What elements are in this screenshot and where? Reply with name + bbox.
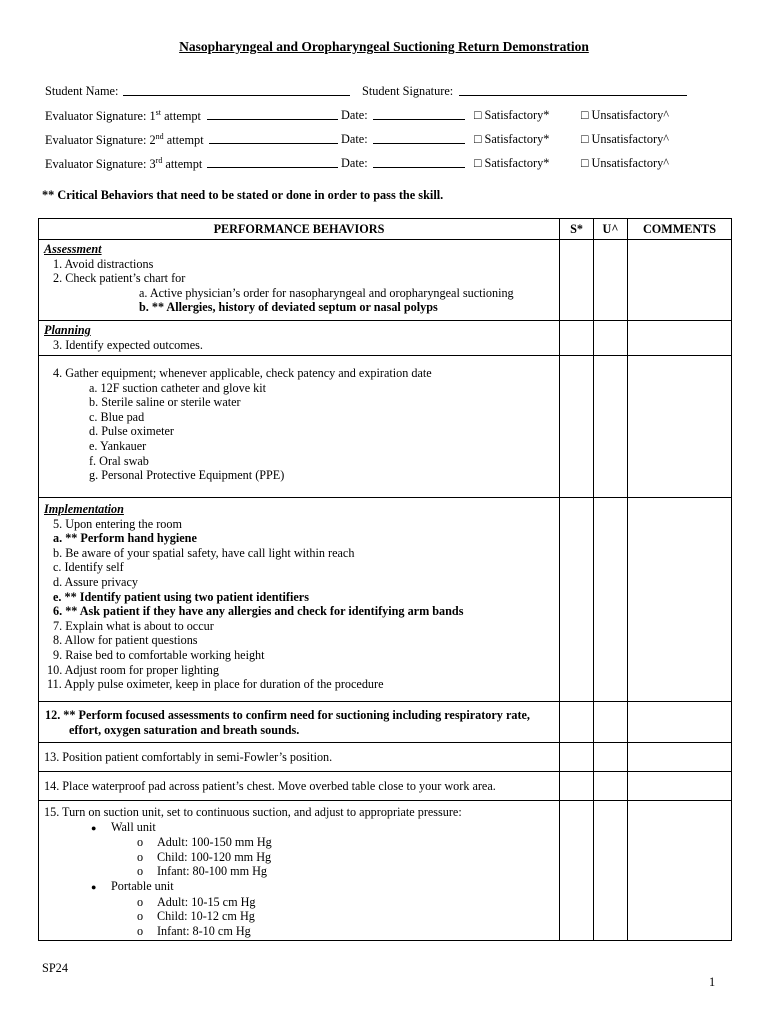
list-item: c. Blue pad (89, 409, 145, 424)
s-cell[interactable] (560, 240, 594, 321)
s-cell[interactable] (560, 772, 594, 801)
list-item: d. Assure privacy (53, 574, 138, 589)
list-item: 15. Turn on suction unit, set to continuous suction, and adjust to appropriate pressure: (44, 805, 462, 819)
student-name-label: Student Name: (45, 84, 119, 98)
list-item: 4. Gather equipment; whenever applicable, check patency and expiration date (53, 366, 432, 380)
section-heading: Implementation (44, 502, 124, 516)
behavior-cell (39, 498, 560, 702)
attempt-label: Evaluator Signature: 1st attempt (45, 108, 201, 124)
student-signature-field[interactable] (459, 84, 687, 96)
table-row (39, 498, 732, 702)
u-cell[interactable] (594, 702, 628, 743)
evaluator-attempt-2 (45, 132, 745, 148)
u-cell[interactable] (594, 240, 628, 321)
behavior-cell (39, 772, 560, 801)
date-label: Date: (341, 132, 368, 146)
behavior-cell (39, 356, 560, 498)
table-row (39, 356, 732, 498)
behavior-cell (39, 240, 560, 321)
satisfactory-checkbox[interactable]: □ Satisfactory* (474, 132, 550, 146)
comments-cell[interactable] (628, 498, 732, 702)
wall-unit-item: ● Wall unit (91, 819, 156, 834)
u-cell[interactable] (594, 321, 628, 356)
evaluator-signature-field[interactable] (207, 108, 338, 120)
date-label: Date: (341, 156, 368, 170)
list-item: 12. ** Perform focused assessments to confirm need for suctioning including respiratory rate, (45, 708, 530, 722)
date-field[interactable] (373, 156, 465, 168)
unsatisfactory-checkbox[interactable]: □ Unsatisfactory^ (581, 108, 669, 122)
circle-bullet-icon: o (137, 894, 144, 909)
attempt-label: Evaluator Signature: 2nd attempt (45, 132, 204, 148)
list-item: 3. Identify expected outcomes. (53, 337, 203, 352)
student-info-line (45, 84, 745, 100)
table-header-row (39, 219, 732, 240)
list-item: 13. Position patient comfortably in semi-Fowler’s position. (44, 749, 333, 764)
list-item: 8. Allow for patient questions (53, 633, 198, 648)
list-item: o Adult: 100-150 mm Hg (137, 835, 272, 850)
critical-behaviors-note: ** Critical Behaviors that need to be stated or done in order to pass the skill. (42, 188, 444, 202)
list-item: c. Identify self (53, 560, 124, 575)
date-field[interactable] (373, 132, 465, 144)
list-item: 14. Place waterproof pad across patient’s chest. Move overbed table close to your work area. (44, 778, 496, 793)
table-row (39, 743, 732, 772)
list-item: o Infant: 8-10 cm Hg (137, 923, 251, 938)
u-cell[interactable] (594, 356, 628, 498)
comments-cell[interactable] (628, 772, 732, 801)
performance-table (38, 218, 732, 941)
behavior-cell (39, 743, 560, 772)
list-item: 5. Upon entering the room (53, 516, 182, 531)
u-cell[interactable] (594, 772, 628, 801)
circle-bullet-icon: o (137, 909, 144, 924)
circle-bullet-icon: o (137, 835, 144, 850)
list-item: 6. ** Ask patient if they have any allergies and check for identifying arm bands (53, 604, 464, 619)
portable-unit-item: ● Portable unit (91, 878, 174, 893)
bullet-icon: ● (91, 881, 97, 892)
student-name-field[interactable] (123, 84, 350, 96)
list-item: 1. Avoid distractions (53, 256, 154, 271)
comments-cell[interactable] (628, 240, 732, 321)
satisfactory-checkbox[interactable]: □ Satisfactory* (474, 108, 550, 122)
list-item: a. 12F suction catheter and glove kit (89, 380, 267, 395)
list-item: effort, oxygen saturation and breath sounds. (69, 722, 300, 737)
bullet-icon: ● (91, 822, 97, 833)
s-cell[interactable] (560, 801, 594, 941)
list-item: o Adult: 10-15 cm Hg (137, 894, 256, 909)
u-header: U^ (594, 219, 628, 240)
s-cell[interactable] (560, 702, 594, 743)
section-heading: Assessment (44, 242, 102, 256)
table-row (39, 240, 732, 321)
table-row (39, 321, 732, 356)
circle-bullet-icon: o (137, 864, 144, 879)
comments-cell[interactable] (628, 321, 732, 356)
behavior-cell (39, 321, 560, 356)
circle-bullet-icon: o (137, 849, 144, 864)
list-item: g. Personal Protective Equipment (PPE) (89, 468, 285, 483)
s-cell[interactable] (560, 743, 594, 772)
s-cell[interactable] (560, 356, 594, 498)
list-item: 7. Explain what is about to occur (53, 618, 214, 633)
table-row (39, 801, 732, 941)
section-heading: Planning (44, 323, 91, 337)
comments-header: COMMENTS (628, 219, 732, 240)
list-item: o Infant: 80-100 mm Hg (137, 864, 268, 879)
comments-cell[interactable] (628, 702, 732, 743)
s-cell[interactable] (560, 498, 594, 702)
u-cell[interactable] (594, 743, 628, 772)
page-number: 1 (709, 975, 716, 989)
student-signature-label: Student Signature: (362, 84, 454, 98)
behavior-cell (39, 801, 560, 941)
s-cell[interactable] (560, 321, 594, 356)
date-field[interactable] (373, 108, 465, 120)
unsatisfactory-checkbox[interactable]: □ Unsatisfactory^ (581, 156, 669, 170)
u-cell[interactable] (594, 801, 628, 941)
behaviors-header: PERFORMANCE BEHAVIORS (39, 219, 560, 240)
list-item: e. Yankauer (89, 438, 147, 453)
satisfactory-checkbox[interactable]: □ Satisfactory* (474, 156, 550, 170)
list-item: e. ** Identify patient using two patient identifiers (53, 589, 309, 604)
list-item: b. Sterile saline or sterile water (89, 395, 241, 410)
page-title: Nasopharyngeal and Oropharyngeal Suctioning Return Demonstration (179, 39, 589, 54)
table-row (39, 702, 732, 743)
list-item: 10. Adjust room for proper lighting (47, 662, 219, 677)
form-code: SP24 (42, 961, 68, 975)
date-label: Date: (341, 108, 368, 122)
evaluator-attempt-3 (45, 156, 745, 172)
table-row (39, 772, 732, 801)
evaluator-signature-field[interactable] (209, 132, 338, 144)
unsatisfactory-checkbox[interactable]: □ Unsatisfactory^ (581, 132, 669, 146)
list-item: o Child: 10-12 cm Hg (137, 909, 255, 924)
list-item: a. ** Perform hand hygiene (53, 531, 197, 546)
evaluator-signature-field[interactable] (207, 156, 338, 168)
list-item: 9. Raise bed to comfortable working height (53, 647, 265, 662)
behavior-cell (39, 702, 560, 743)
s-header: S* (560, 219, 594, 240)
list-item: o Child: 100-120 mm Hg (137, 849, 272, 864)
list-item: f. Oral swab (89, 453, 149, 468)
list-item: 2. Check patient’s chart for (53, 271, 186, 286)
list-item: d. Pulse oximeter (89, 424, 174, 439)
list-item: 11. Apply pulse oximeter, keep in place for duration of the procedure (47, 677, 384, 692)
evaluator-attempt-1 (45, 108, 745, 124)
u-cell[interactable] (594, 498, 628, 702)
comments-cell[interactable] (628, 743, 732, 772)
list-item: b. ** Allergies, history of deviated septum or nasal polyps (139, 300, 438, 315)
list-item: a. Active physician’s order for nasopharyngeal and oropharyngeal suctioning (139, 285, 514, 300)
list-item: b. Be aware of your spatial safety, have call light within reach (53, 545, 355, 560)
attempt-label: Evaluator Signature: 3rd attempt (45, 156, 203, 172)
comments-cell[interactable] (628, 356, 732, 498)
comments-cell[interactable] (628, 801, 732, 941)
circle-bullet-icon: o (137, 923, 144, 938)
